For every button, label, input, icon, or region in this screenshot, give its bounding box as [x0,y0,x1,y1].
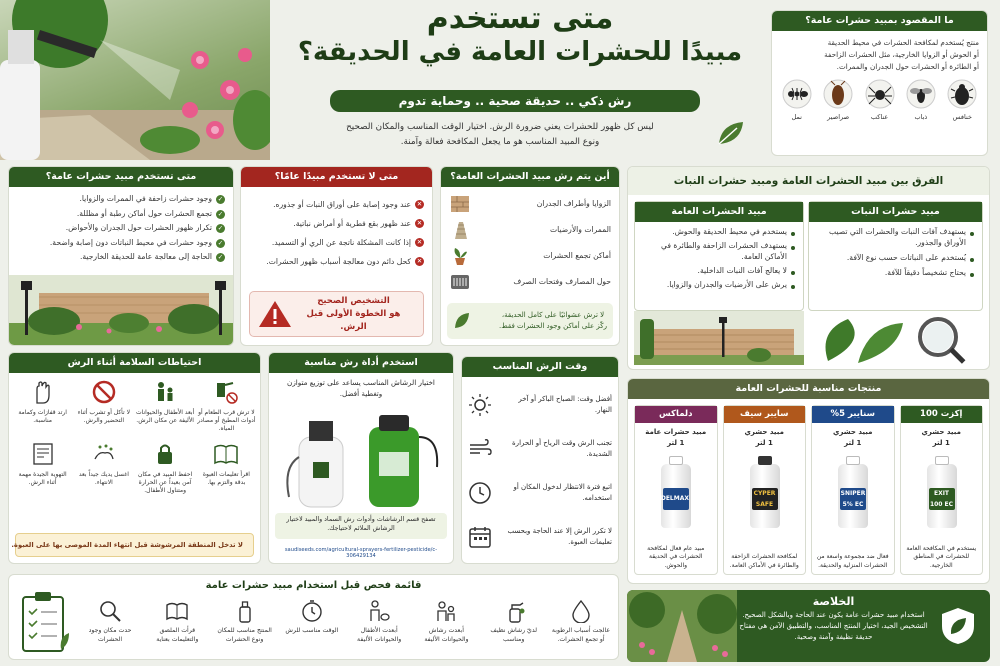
safety-item: لا تأكل أو تشرب أثناء التحضير والرش. [74,379,133,433]
family-icon [434,599,458,623]
lock-icon [152,441,178,467]
definition-line: أو الطائرة أو الحشرات حول الجدران والممرات. [836,62,979,71]
summary-body: استخدام مبيد حشرات عامة يكون عند الحاجة وبالشكل الصحيح. التشخيص الجيد، اختيار المنتج المناسب، والتطبيق الآمن هي مفتاح حديقة نظيفة وآمنة وصحية. [739,611,928,641]
book-icon [213,441,239,467]
page-subtitle: مبيدًا للحشرات العامة في الحديقة؟ [297,37,743,67]
timer-icon [300,599,324,623]
list-item: يُستخدم على النباتات حسب نوع الآفة. [813,252,974,263]
tool-note: تصفح قسم الرشاشات وأدوات رش السماد والمبيد لاختيار الرشاش الملائم لاحتياجك. [275,513,447,539]
products-card [627,378,990,584]
clock-icon [468,481,492,505]
ant-icon [782,79,812,109]
insect-beetle: خنافس [947,79,977,122]
list-item: تجنب الرش وقت الرياح أو الحرارة الشديدة. [468,427,612,471]
family-icon [152,379,178,405]
definition-line: منتج يُستخدم لمكافحة الحشرات في محيط الحديقة [827,38,979,47]
summary-card [627,590,990,662]
diagnosis-warning: التشخيص الصحيح هو الخطوة الأولى قبل الرش. [249,291,424,337]
shield-leaf-icon [940,606,976,650]
plant-insecticide-box [808,201,983,311]
list-item: ✓ الحاجة إلى معالجة عامة للحديقة الخارجية. [79,252,224,261]
insect-ant: نمل [782,79,812,122]
pathway-icon [449,220,471,240]
garden-illustration [9,275,234,345]
tool-link[interactable]: saudiseeds.com/agricultural-sprayers-fertilizer-pesticide/c-306429134 [284,547,438,559]
product-bottle: EXIT 100 EC [927,464,957,528]
bottle-icon [233,599,257,623]
garden-path-photo [627,590,737,662]
list-item: ✕ عند ظهور بقع فطرية أو أمراض نباتية. [293,219,423,228]
plant-insecticide-title: مبيد حشرات النبات [809,202,982,222]
no-spray-food-icon [213,379,239,405]
glove-icon [30,379,56,405]
tagline-banner: رش ذكي .. حديقة صحية .. وحماية تدوم [330,90,700,112]
list-item: يستخدم في محيط الحديقة والحوش. [639,226,795,237]
safety-item: أبعد الأطفال والحيوانات الأليفة عن مكان الرش. [136,379,195,433]
safety-card [8,352,261,564]
list-item: لا تكرر الرش إلا عند الحاجة وبحسب تعليمات العبوة. [468,515,612,559]
list-item: ✓ تجمع الحشرات حول أماكن رطبة أو مظللة. [76,208,224,218]
checklist-item[interactable]: أبعدت رشاش والحيوانات الأليفة [415,599,477,657]
checklist-title: قائمة فحص قبل استخدام مبيد حشرات عامة [205,580,422,591]
difference-title: الفرق بين مبيد الحشرات العامة ومبيد حشرات النبات [628,167,989,195]
product-card[interactable]: إكزت 100 مبيد حشري 1 لتر EXIT 100 EC يستخدم في المكافحة العامة للحشرات في المناطق الخارجية. [900,405,984,575]
list-item: يحتاج تشخيصاً دقيقاً للآفة. [813,267,974,278]
child-pet-icon [367,599,391,623]
insect-cockroach: صراصير [823,79,853,122]
list-item: يرش على الأرضيات والجدران والزوايا. [639,279,795,290]
checklist-card [8,574,619,660]
list-item: يستهدف الحشرات الزاحفة والطائرة في الأماكن العامة. [639,240,795,262]
safety-item: اغسل يديك جيداً بعد الانتهاء. [74,441,133,495]
product-card[interactable]: سايبر سيف مبيد حشري 1 لتر CYPER SAFE لمكافحة الحشرات الزاحفة والطائرة في الأماكن العامة. [723,405,807,575]
sun-icon [468,393,492,417]
warning-icon [258,299,292,329]
list-item: ✓ تكرار ظهور الحشرات حول الجدران والأحواض. [65,223,224,232]
list-item: حول المصارف وفتحات الصرف [449,269,611,295]
general-insecticide-box [634,201,804,311]
safety-item: التهوية الجيدة مهمة أثناء الرش. [13,441,72,495]
insect-fly: ذباب [906,79,936,122]
sprayer-icon [502,599,526,623]
checklist-item[interactable]: عالجت أسباب الرطوبة أو تجمع الحشرات. [550,599,612,657]
insect-spider: عناكب [865,79,895,122]
summary-title: الخلاصة [812,595,855,608]
ventilation-icon [30,441,56,467]
definition-title: ما المقصود بمبيد حشرات عامة؟ [772,11,987,31]
safety-item: لا ترش قرب الطعام أو أدوات المطبخ أو مصادر المياه. [197,379,256,433]
list-item: أفضل وقت: الصباح الباكر أو آخر النهار. [468,383,612,427]
list-item: اتبع فترة الانتظار لدخول المكان أو استخدامه. [468,471,612,515]
calendar-icon [468,525,492,549]
product-bottle: CYPER SAFE [750,464,780,528]
list-item: يستهدف آفات النبات والحشرات التي تصيب الأوراق والجذور. [813,226,974,248]
spray-tool-card [268,352,454,564]
no-eat-icon [91,379,117,405]
list-item: الممرات والأرضيات [449,217,611,243]
definition-card [771,10,988,156]
product-card[interactable]: سنايبر 5% مبيد حشري 1 لتر SNIPER 5% EC فعال ضد مجموعة واسعة من الحشرات المنزلية والحديقة. [811,405,895,575]
sprayer-illustration [279,407,445,511]
clipboard-icon [19,589,71,659]
safety-item: ارتد قفازات وكمامة مناسبة. [13,379,72,433]
beetle-icon [947,79,977,109]
droplet-icon [569,599,593,623]
spider-icon [865,79,895,109]
safety-title: احتياطات السلامة أثناء الرش [9,353,260,373]
checklist-item[interactable]: حدت مكان وجود الحشرات [79,599,141,657]
product-card[interactable]: دلماكس مبيد حشرات عامة 1 لتر DELMAX مبيد عام فعال لمكافحة الحشرات في الحديقة والحوش. [634,405,718,575]
product-bottle: SNIPER 5% EC [838,464,868,528]
when-not-to-use-card [240,166,433,346]
drain-icon [449,272,471,292]
leaf-icon [453,312,471,330]
definition-line: أو الحوش أو الزوايا الخارجية، مثل الحشرات الزاحفة [824,50,979,59]
where-to-spray-card [440,166,620,346]
list-item: لا يعالج آفات النبات الداخلية. [639,265,795,276]
wall-corner-icon [449,194,471,214]
list-item: ✓ وجود حشرات زاحفة في الممرات والزوايا. [79,194,224,203]
fly-icon [906,79,936,109]
list-item: ✕ كحل دائم دون معالجة أسباب ظهور الحشرات. [266,257,423,266]
cockroach-icon [823,79,853,109]
tool-title: استخدم أداة رش مناسبة [269,353,453,373]
timing-card [461,356,619,564]
plant-pot-icon [449,246,471,266]
list-item: ✓ وجود حشرات في محيط النباتات دون إصابة واضحة. [49,237,224,247]
list-item: ✕ إذا كانت المشكلة ناتجة عن الري أو التسميد. [271,238,423,247]
wall-illustration [634,311,804,365]
book-icon [165,599,189,623]
leaf-icon [715,120,745,150]
list-item: الزوايا وأطراف الجدران [449,191,611,217]
checklist-item[interactable]: أبعدت الأطفال والحيوانات الأليفة [348,599,410,657]
timing-title: وقت الرش المناسب [462,357,618,377]
when-to-use-card [8,166,234,346]
checklist-item[interactable]: قرأت الملصق والتعليمات بعناية [146,599,208,657]
checklist-item[interactable]: الوقت مناسب للرش [281,599,343,657]
tool-desc: اختيار الرشاش المناسب يساعد على توزيع متوازن وتغطية أفضل. [287,378,435,398]
hero-spray-photo [0,0,270,160]
product-bottle: DELMAX [661,464,691,528]
general-insecticide-title: مبيد الحشرات العامة [635,202,803,222]
safety-item: اقرأ تعليمات العبوة بدقة والتزم بها. [197,441,256,495]
when-to-use-title: متى تستخدم مبيد حشرات عامة؟ [9,167,233,187]
products-title: منتجات مناسبة للحشرات العامة [628,379,989,399]
magnifier-icon [98,599,122,623]
list-item: أماكن تجمع الحشرات [449,243,611,269]
list-item: ✕ عند وجود إصابة على أوراق النبات أو جذوره. [273,200,423,209]
wind-icon [468,437,492,461]
where-title: أين يتم رش مبيد الحشرات العامة؟ [441,167,619,187]
safety-warning: لا تدخل المنطقة المرشوشة قبل انتهاء المدة الموصى بها على العبوة. [15,533,254,557]
safety-item: احفظ المبيد في مكان آمن بعيداً عن الحرارة ومتناول الأطفال. [136,441,195,495]
leaf-magnifier-illustration [808,311,983,365]
page-title: متى تستخدم [426,1,614,36]
handwash-icon [91,441,117,467]
checklist-item[interactable]: المنتج مناسب للمكان ونوع الحشرات [214,599,276,657]
difference-card [627,166,990,370]
intro-text: ليس كل ظهور للحشرات يعني ضرورة الرش. اختيار الوقت المناسب والمكان الصحيح ونوع المبيد المناسب هو ما يجعل المكافحة فعالة وآمنة. [346,122,654,147]
when-not-title: متى لا تستخدم مبيدًا عامًا؟ [241,167,432,187]
where-note: لا ترش عشوائيًا على كامل الحديقة، ركّز على أماكن وجود الحشرات فقط. [447,303,613,339]
checklist-item[interactable]: لديّ رشاش نظيف ومناسب [483,599,545,657]
